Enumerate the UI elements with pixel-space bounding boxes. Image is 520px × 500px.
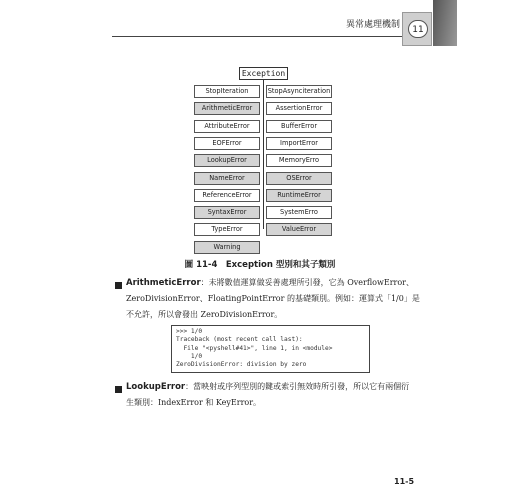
bullet-square [115, 282, 122, 289]
diagram-box-right: BufferError [266, 120, 332, 133]
term-lookup-error: LookupError [126, 382, 186, 392]
code-line: 1/0 [176, 352, 203, 360]
diagram-box-right: OSError [266, 172, 332, 185]
para2-line1: ：當映射或序列型別的鍵或索引無效時所引發，所以它有兩個衍 [185, 382, 410, 391]
code-block [171, 325, 370, 373]
diagram-box-left: ArithmeticError [194, 102, 260, 115]
code-line: >>> 1/0 [176, 328, 203, 335]
diagram-box-right: RuntimeError [266, 189, 332, 202]
page-number: 11-5 [394, 477, 415, 486]
para2-line2: 生類別：IndexError 和 KeyError。 [126, 398, 262, 407]
para1-line2: ZeroDivisionError、FloatingPointError 的基礎類別。例如：運算式「1/0」是 [126, 294, 420, 303]
bullet-square [115, 386, 122, 393]
diagram-box-left: StopIteration [194, 85, 260, 98]
diagram-root-exception: Exception [239, 67, 288, 80]
paragraph-arithmetic [126, 275, 426, 291]
header-rule [112, 36, 432, 37]
diagram-box-right: MemoryErro [266, 154, 332, 167]
code-line: File "<pyshell#41>", line 1, in <module> [176, 344, 333, 352]
diagram-box-left: NameError [194, 172, 260, 185]
term-arithmetic-error: ArithmeticError [126, 278, 201, 288]
para1-line1: ：未將數值運算做妥善處理所引發，它為 OverflowError、 [200, 278, 414, 287]
diagram-box-left: AttributeError [194, 120, 260, 133]
diagram-box-right: StopAsynciteration [266, 85, 332, 98]
diagram-box-right: ImportError [266, 137, 332, 150]
page-corner-decoration [433, 0, 457, 46]
figure-caption: 圖 11-4 Exception 型別和其子類別 [184, 260, 336, 270]
diagram-box-left: EOFError [194, 137, 260, 150]
diagram-box-right: ValueError [266, 223, 332, 236]
diagram-box-right: AssertionError [266, 102, 332, 115]
diagram-box-left: TypeError [194, 223, 260, 236]
diagram-trunk-line [263, 80, 264, 229]
paragraph-lookup [126, 379, 426, 395]
code-line: Traceback (most recent call last): [176, 336, 303, 344]
diagram-box-left: LookupError [194, 154, 260, 167]
running-header-title: 異常處理機制 [345, 20, 400, 30]
chapter-number: 11 [408, 20, 428, 38]
diagram-box-left: ReferenceError [194, 189, 260, 202]
diagram-box-right: SystemErro [266, 206, 332, 219]
diagram-box-left: SyntaxError [194, 206, 260, 219]
diagram-box-left: Warning [194, 241, 260, 254]
code-line: ZeroDivisionError: division by zero [176, 361, 307, 369]
para1-line3: 不允許，所以會發出 ZeroDivisionError。 [126, 310, 283, 319]
